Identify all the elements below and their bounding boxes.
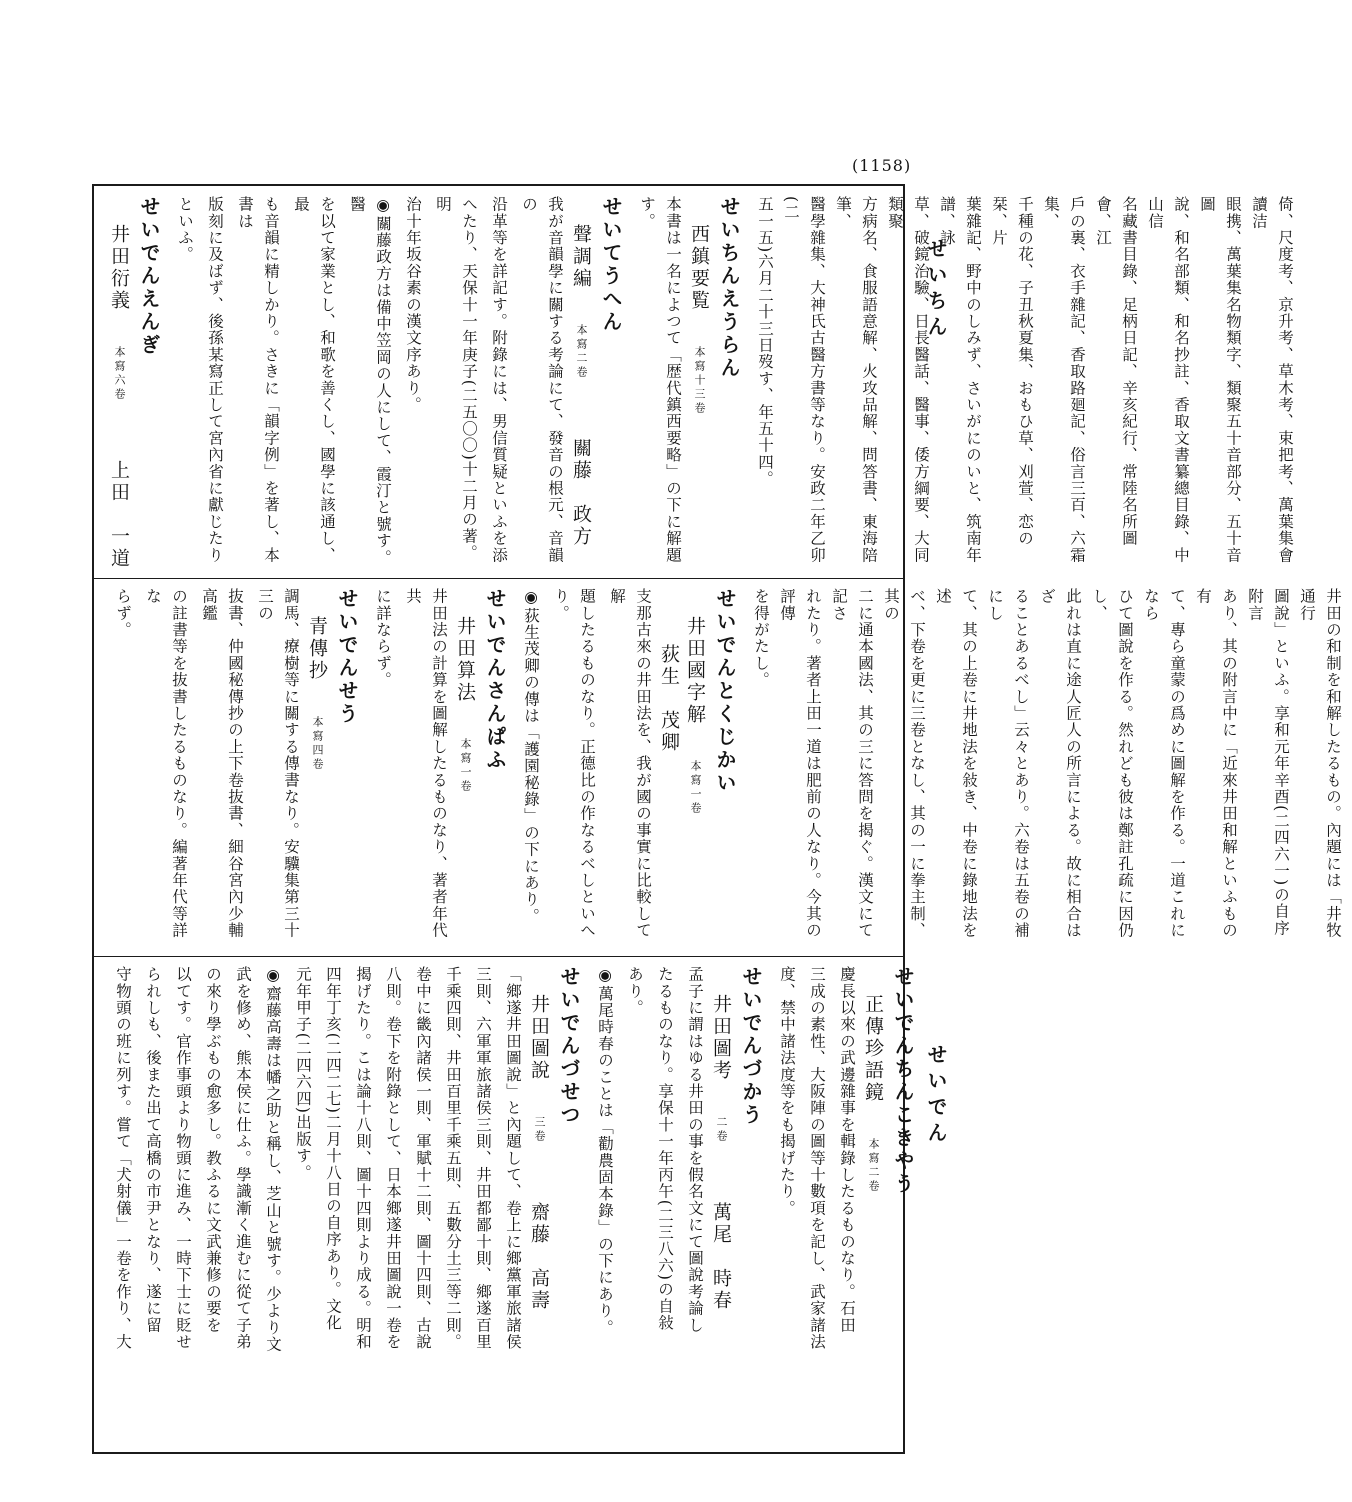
entry-text-line: 題したるものなり。正德比の作なるべしといへり。: [552, 588, 596, 939]
entry-title: 井田圖考: [710, 994, 732, 1082]
entry-heading: せいちんえうらん: [717, 196, 741, 380]
entry-text-line: も音韻に精しかり。さきに「韻字例」を著し、本書は: [236, 196, 280, 564]
entry-title-line: [106, 196, 132, 572]
entry-heading: せいでんさんぱふ: [483, 588, 507, 772]
entry-heading: せいでんえんぎ: [137, 196, 161, 357]
continuation-line: 眼携、萬葉集名物類字、類聚五十音部分、五十音圖: [1198, 196, 1242, 564]
page-frame: [92, 184, 1342, 1454]
entry-text-line: 孟子に謂はゆる井田の事を假名文にて圖說考論し: [686, 966, 704, 1334]
continuation-line: あり、其の附言中に「近來井田和解といふもの有: [1194, 588, 1238, 939]
continuation-line: 井田の和制を和解したるもの。內題には「井牧通行: [1298, 588, 1342, 939]
entry-text-line: の註書等を抜書したるものなり。編著年代等詳な: [144, 588, 188, 939]
entry-text-line: 八則。卷下を附錄として、日本鄉遂井田圖說一卷を: [384, 966, 402, 1351]
entry-text-line: あり。: [626, 966, 644, 1017]
entry-volumes: 本寫二卷: [867, 1138, 880, 1194]
entry-title-line: [526, 966, 552, 1446]
entry-text-line: 版刻に及ばず、後孫某寫正して宮內省に獻じたり: [206, 196, 224, 564]
entry-title-line: [304, 588, 330, 950]
continuation-line: ひて圖說を作る。然れども彼は鄭註孔疏に因仍し、: [1090, 588, 1134, 939]
entry-text-line: 我が音韻學に關する考論にて、發音の根元、音韻の: [520, 196, 564, 564]
entry-text-line: 慶長以來の武邊雜事を輯錄したるものなり。石田: [838, 966, 856, 1334]
entry-author: 關藤 政方: [570, 438, 592, 548]
entry-text-line: 度、禁中諸法度等をも揭げたり。: [778, 966, 796, 1217]
entry-volumes: 本寫一卷: [689, 760, 702, 816]
entry-title: 青傳抄: [306, 616, 328, 682]
entry-text-line: 「鄉遂井田圖說」と內題して、卷上に鄉黨軍旅諸侯: [504, 966, 522, 1351]
entry-volumes: 本寫一卷: [459, 738, 472, 794]
entry-text-line: 本書は一名によつて「歴代鎮西要略」の下に解題す。: [638, 196, 682, 564]
entry-heading: せいでんづかう: [739, 966, 763, 1127]
continuation-line: て、專ら童蒙の爲めに圖解を作る。一道これになら: [1142, 588, 1186, 939]
bottom-text-flow: [100, 966, 932, 1446]
entry-volumes: 二卷: [715, 1116, 728, 1144]
entry-text-line: ◉萬尾時春のことは「勸農固本錄」の下にあり。: [596, 966, 614, 1336]
continuation-line: 倚、尺度考、京升考、草木考、束把考、萬葉集會讀洁: [1250, 196, 1294, 564]
entry-title: 井田國字解: [684, 616, 706, 726]
continuation-line: 五一五)六月二十三日歿す、年五十四。: [756, 196, 774, 488]
entry-title: 聲調編: [570, 224, 592, 290]
middle-band: [100, 588, 1342, 950]
continuation-line: べ、下卷を更に三卷となし、其の一に拳主制、其の: [882, 588, 926, 939]
entry-text-line: 治十年坂谷素の漢文序あり。: [404, 196, 422, 414]
continuation-line: 戶の裏、衣手雜記、香取路廻記、俗言三百、六霜集、: [1042, 196, 1086, 564]
entry-title: 井田算法: [454, 616, 476, 704]
entry-text-line: 調馬、療樹等に關する傳書なり。安驥集第三十三の: [256, 588, 300, 939]
entry-title-line: [860, 966, 886, 1446]
page-number: (1158): [852, 156, 912, 175]
entry-text-line: 沿革等を詳記す。附錄には、男信質疑といふを添: [490, 196, 508, 564]
entry-volumes: 本寫十三卷: [693, 346, 706, 416]
continuation-line: 名藏書目錄、足柄日記、辛亥紀行、常陸名所圖會、江: [1094, 196, 1138, 547]
entry-heading: せいでんちんこきやう: [891, 966, 915, 1196]
entry-title-line: [452, 588, 478, 950]
top-band: [100, 196, 1294, 572]
entry-text-line: 四年丁亥(二四二七)二月十八日の自序あり。文化: [324, 966, 342, 1332]
entry-text-line: 井田法の計算を圖解したるものなり、著者年代共: [404, 588, 448, 939]
side-label-top: せいちん: [924, 238, 948, 342]
entry-title-line: [656, 588, 708, 950]
entry-author: 上田 一道: [108, 460, 130, 570]
entry-text-line: 支那古來の井田法を、我が國の事實に比較して解: [608, 588, 652, 939]
continuation-line: ることあるべし」云々とあり。六卷は五卷の補にし: [986, 588, 1030, 939]
continuation-line: を得がたし。: [752, 588, 770, 689]
entry-text-line: の來り學ぶもの愈多し。教ふるに文武兼修の要を: [204, 966, 222, 1334]
entry-text-line: 守物頭の班に列す。嘗て「犬射儀」一卷を作り、大: [114, 966, 132, 1351]
entry-title-line: [708, 966, 734, 1446]
entry-text-line: 元年甲子(二四六四)出版す。: [294, 966, 312, 1181]
continuation-line: て、其の上卷に井地法を敍き、中卷に錄地法を述: [934, 588, 978, 939]
entry-text-line: 卷中に畿內諸侯一則、軍賦十二則、圖十四則、古說: [414, 966, 432, 1351]
entry-text-line: といふ。: [176, 196, 194, 263]
continuation-line: 此れは直に途人匠人の所言による。故に相合はざ: [1038, 588, 1082, 939]
entry-volumes: 三卷: [533, 1116, 546, 1144]
entry-text-line: に詳ならず。: [374, 588, 392, 689]
entry-heading: せいでんせう: [335, 588, 359, 726]
divider-bottom: [94, 956, 903, 957]
entry-heading: せいてうへん: [599, 196, 623, 334]
continuation-line: れたり。著者上田一道は肥前の人なり。今其の評傳: [778, 588, 822, 939]
continuation-line: 圖說」といふ。享和元年辛酉(二四六一)の自序附言: [1246, 588, 1290, 937]
continuation-line: 二に通本國法、其の三に答問を揭ぐ。漢文にて記さ: [830, 588, 874, 939]
entry-text-line: を以て家業とし、和歌を善くし、國學に該通し、最: [292, 196, 336, 564]
entry-title: 井田圖說: [528, 994, 550, 1082]
middle-text-flow: [100, 588, 1352, 950]
entry-title-line: [686, 196, 712, 572]
entry-text-line: 三成の素性、大阪陣の圖等十數項を記し、武家諸法: [808, 966, 826, 1351]
entry-text-line: らず。: [114, 588, 132, 639]
entry-text-line: 以てす。官作事頭より物頭に進み、一時下士に貶せ: [174, 966, 192, 1351]
continuation-line: 醫學雜集、大神氏古醫方書等なり。安政二年乙卯(二: [782, 196, 826, 564]
entry-text-line: へたり、天保十一年庚子(二五〇〇)十二月の著。明: [434, 196, 478, 562]
entry-author: 齋藤 高壽: [528, 1202, 550, 1312]
continuation-line: 說、和名部類、和名抄註、香取文書纂總目錄、中山信: [1146, 196, 1190, 564]
continuation-line: 千種の花、子丑秋夏集、おもひ草、刈萱、恋の栞、片: [990, 196, 1034, 547]
entry-volumes: 本寫六卷: [113, 346, 126, 402]
entry-heading: せいでんづせつ: [557, 966, 581, 1127]
entry-volumes: 本寫四卷: [311, 716, 324, 772]
entry-text-line: 揭げたり。こは論十八則、圖十四則より成る。明和: [354, 966, 372, 1351]
entry-title: 西鎮要覧: [688, 224, 710, 312]
continuation-line: 葉雜記、野中のしみず、さいがにのいと、筑南年譜、詠: [938, 196, 982, 564]
entry-text-line: 三則、六軍軍旅諸侯三則、井田都鄙十則、鄉遂百里: [474, 966, 492, 1351]
top-text-flow: [100, 196, 1304, 572]
entry-author: 荻生 茂卿: [658, 644, 680, 754]
bottom-band: [100, 966, 915, 1446]
entry-text-line: ◉關藤政方は備中笠岡の人にして、霞汀と號す。醫: [348, 196, 392, 566]
entry-text-line: 抜書、仲國秘傳抄の上下卷抜書、細谷宮內少輔高鑑: [200, 588, 244, 939]
entry-volumes: 本寫二卷: [575, 324, 588, 380]
entry-title: 正傳珍語鏡: [862, 994, 884, 1104]
entry-author: 萬尾 時春: [710, 1202, 732, 1312]
entry-title-line: [568, 196, 594, 572]
entry-text-line: ◉荻生茂卿の傳は「護園秘錄」の下にあり。: [522, 588, 540, 925]
entry-text-line: られしも、後また出て高橋の市尹となり、遂に留: [144, 966, 162, 1334]
side-label-bottom: せいでん: [924, 1044, 948, 1148]
entry-text-line: 武を修め、熊本侯に仕ふ。學識漸く進むに從て子弟: [234, 966, 252, 1351]
divider-top: [94, 578, 903, 579]
entry-title: 井田衍義: [108, 224, 130, 312]
entry-heading: せいでんとくじかい: [713, 588, 737, 795]
entry-text-line: ◉齋藤高壽は幡之助と稱し、芝山と號す。少より文: [264, 966, 282, 1353]
entry-text-line: 千乘四則、井田百里千乘五則、五數分土三等二則。: [444, 966, 462, 1351]
entry-text-line: たるものなり。享保十一年丙午(二三八六)の自敍: [656, 966, 674, 1332]
continuation-line: 方病名、食服語意解、火攻品解、問答書、東海陪筆、: [834, 196, 878, 564]
continuation-line: 草、破鏡治驗、日長醫話、醫事、倭方綱要、大同類聚: [886, 196, 930, 564]
